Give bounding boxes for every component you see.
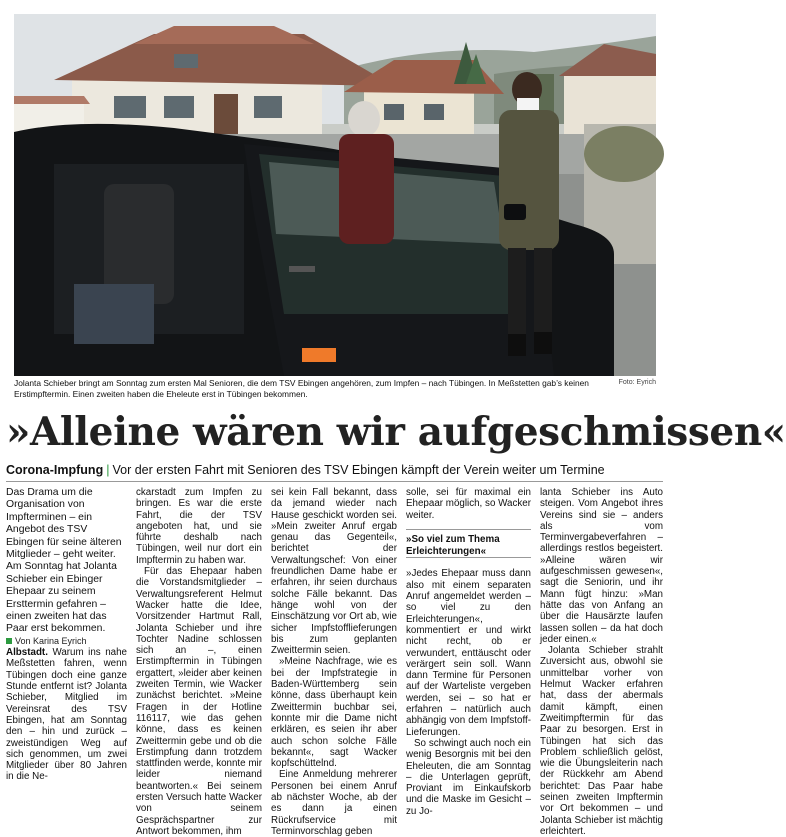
dateline: Albstadt.: [6, 647, 48, 659]
column-4: [406, 487, 531, 817]
body-paragraph: ckarstadt zum Impfen zu bringen. Es war die erste Fahrt, die der TSV angeboten hat, und sie führte deshalb nach Tübingen, weil nur dort ein Impftermin zu haben war.: [136, 487, 262, 566]
interlude-rule: [406, 557, 531, 558]
article-headline: »Alleine wären wir aufgeschmissen«: [6, 409, 786, 455]
subhead-text: Vor der ersten Fahrt mit Senioren des TSV Ebingen kämpft der Verein weiter um Termine: [112, 463, 605, 477]
column-2: [136, 487, 262, 837]
body-paragraph: solle, sei für maximal ein Ehepaar möglich, so Wacker weiter.: [406, 487, 531, 521]
headline-rule: [6, 481, 663, 482]
photo-caption-text: Jolanta Schieber bringt am Sonntag zum ersten Mal Senioren, die dem TSV Ebingen angehören, zum Impfen – nach Tübingen. In Meßstetten gab’s keinen Erstimpftermin. Einen zweiten haben die Eheleute erst in Tübingen bekommen.: [14, 378, 589, 399]
author-line: [6, 636, 127, 647]
body-text: Warum ins nahe Meßstetten fahren, wenn Tübingen doch eine ganze Stunde entfernt ist? Jolanta Schieber, Mitglied im Vereinsrat des TSV Ebingen, hat am Sonntag den – hin und zurück – zweistündigen Weg auf sich genommen, um zwei Mitglieder über 80 Jahren in die Ne-: [6, 647, 127, 783]
subhead-separator: |: [106, 463, 110, 477]
body-paragraph: »Meine Nachfrage, wie es bei der Impfstrategie in Baden-Württemberg sein könne, dass überhaupt kein Zweittermin buchbar sei, konnte mir die Dame nicht erklären, es seien ihr aber auch schon solche Fälle bekannt«, sagt Wacker kopfschüttelnd.: [271, 656, 397, 770]
article-photo: [14, 14, 656, 376]
subhead-kicker: Corona-Impfung: [6, 463, 104, 477]
body-paragraph: Für das Ehepaar haben die Vorstandsmitglieder – Verwaltungsreferent Helmut Wacker hatte die Idee, Vorsitzender Hartmut Rall, Jolanta Schieber und ihre Tochter Nadine schlossen sich an –, einen Erstimpftermin in Tübingen ergattert, »leider aber keinen zweiten Termin, wie Wacker zunächst berichtet. »Meine Fragen in der Hotline 116117, wie das gehen könne, dass es keinen Zweittermin gebe und ob die Erstimpfung dann trotzdem stattfinden werde, konnte mir leider niemand beantworten.« Bei seinem ersten Versuch hatte Wacker von seinem Gesprächspartner zur Antwort bekommen, ihm: [136, 566, 262, 837]
interlude-heading: »So viel zum Thema Erleichterungen«: [406, 529, 531, 558]
article-subhead: [6, 462, 666, 478]
author-marker-icon: [6, 638, 12, 644]
body-paragraph: lanta Schieber ins Auto steigen. Vom Angebot ihres Vereins sind sie – anders als vom Terminvergabeverfahren – allerdings restlos begeistert. »Alleine wären wir aufgeschmissen gewesen«, sagt die Seniorin, und ihr Mann fügt hinzu: »Man hätte das von Anfang an über die Hausärzte laufen lassen sollen – da hat doch jeder einen.«: [540, 487, 663, 645]
body-paragraph: Jolanta Schieber strahlt Zuversicht aus, obwohl sie unmittelbar vorher von Helmut Wacker erfahren hat, dass der abermals damit kämpft, einen Zweitimpftermin für das Paar zu besorgen. Erst in Tübingen hat sich das Problem schließlich gelöst, wie die Übungsleiterin nach der Rückkehr am Abend berichtet: Das Paar habe seinen zweiten Impftermin vor Ort bekommen – und Jolanta Schieber ist mächtig erleichtert.: [540, 645, 663, 837]
body-paragraph: Eine Anmeldung mehrerer Personen bei einem Anruf ab nächster Woche, ab der es dann ja einen Rückrufservice mit Terminvorschlag geben: [271, 769, 397, 837]
column-5: [540, 487, 663, 837]
body-paragraph: [6, 647, 127, 783]
article-teaser: Das Drama um die Organisation von Impfterminen – ein Angebot des TSV Ebingen für seine älteren Mitglieder – geht weiter. Am Sonntag hat Jolanta Schieber ein Ebinger Ehepaar zu seinem Ersttermin gefahren – einen zweiten hat das Paar erst bekommen.: [6, 487, 122, 635]
body-paragraph: sei kein Fall bekannt, dass da jemand wieder nach Hause geschickt worden sei. »Mein zweiter Anruf ergab genau das Gegenteil«, berichtet der Verwaltungschef: Von einer freundlichen Dame habe er erfahren, ihr seien durchaus solche Fälle bekannt. Das hänge wohl von der Einschätzung vor Ort ab, wie sicher Impfstofflieferungen bis zum geplanten Zweittermin seien.: [271, 487, 397, 657]
column-3: [271, 487, 397, 837]
author-name: Von Karina Eyrich: [15, 635, 87, 646]
photo-caption: [14, 378, 656, 399]
body-paragraph: »Jedes Ehepaar muss dann also mit einem separaten Anruf angemeldet werden – so viel zu den Erleichterungen«, kommentiert er und wirkt nicht recht, ob er verwundert, enttäuscht oder verärgert sein soll. Wann dann Termine für Personen auf der Warteliste vergeben werden, sei – so hat er erfahren – natürlich auch abhängig von dem Impfstoff-Lieferungen.: [406, 568, 531, 738]
column-1: [6, 487, 127, 783]
body-paragraph: So schwingt auch noch ein wenig Besorgnis mit bei den Eheleuten, die am Sonntag – die Unterlagen geprüft, Proviant im Einkaufskorb und die Maske im Gesicht – zu Jo-: [406, 737, 531, 817]
photo-credit: Foto: Eyrich: [618, 379, 656, 386]
